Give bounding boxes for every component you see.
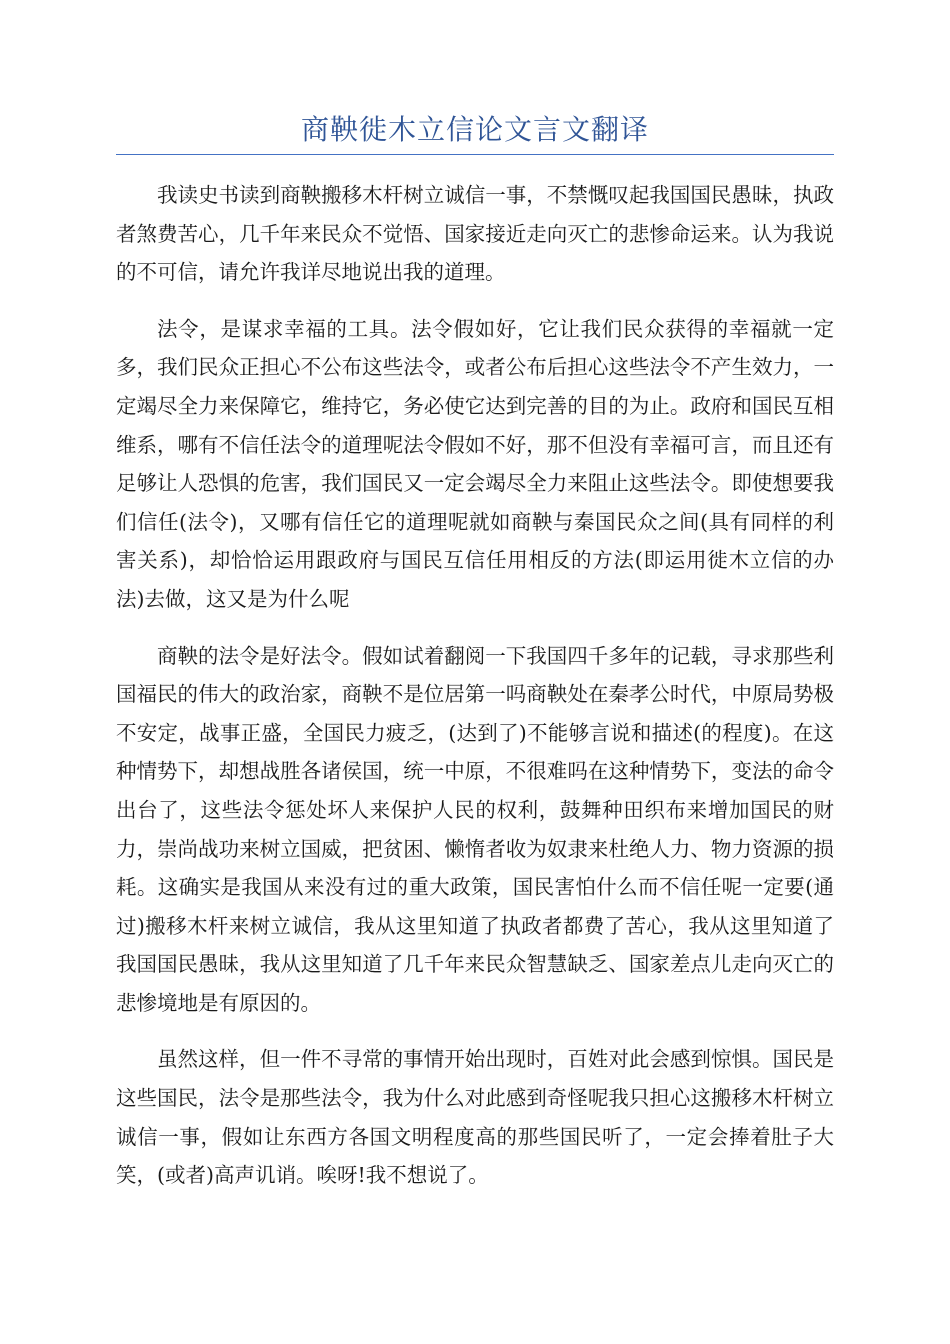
document-body [116, 176, 834, 1213]
paragraph-2: 法令，是谋求幸福的工具。法令假如好，它让我们民众获得的幸福就一定多，我们民众正担心不公布这些法令，或者公布后担心这些法令不产生效力，一定竭尽全力来保障它，维持它，务必使它达到完善的目的为止。政府和国民互相维系，哪有不信任法令的道理呢法令假如不好，那不但没有幸福可言，而且还有足够让人恐惧的危害，我们国民又一定会竭尽全力来阻止这些法令。即使想要我们信任(法令)，又哪有信任它的道理呢就如商鞅与秦国民众之间(具有同样的利害关系)，却恰恰运用跟政府与国民互信任用相反的方法(即运用徙木立信的办法)去做，这又是为什么呢 [116, 316, 834, 611]
title-underline [116, 154, 834, 155]
paragraph-4: 虽然这样，但一件不寻常的事情开始出现时，百姓对此会感到惊惧。国民是这些国民，法令是那些法令，我为什么对此感到奇怪呢我只担心这搬移木杆树立诚信一事，假如让东西方各国文明程度高的那些国民听了，一定会捧着肚子大笑，(或者)高声讥诮。唉呀!我不想说了。 [116, 1047, 834, 1188]
paragraph-1: 我读史书读到商鞅搬移木杆树立诚信一事，不禁慨叹起我国国民愚昧，执政者煞费苦心，几千年来民众不觉悟、国家接近走向灭亡的悲惨命运来。认为我说的不可信，请允许我详尽地说出我的道理。 [116, 183, 834, 285]
document-title: 商鞅徙木立信论文言文翻译 [300, 113, 649, 146]
paragraph-3: 商鞅的法令是好法令。假如试着翻阅一下我国四千多年的记载，寻求那些利国福民的伟大的政治家，商鞅不是位居第一吗商鞅处在秦孝公时代，中原局势极不安定，战事正盛，全国民力疲乏，(达到了)不能够言说和描述(的程度)。在这种情势下，却想战胜各诸侯国，统一中原，不很难吗在这种情势下，变法的命令出台了，这些法令惩处坏人来保护人民的权利，鼓舞种田织布来增加国民的财力，崇尚战功来树立国威，把贫困、懒惰者收为奴隶来杜绝人力、物力资源的损耗。这确实是我国从来没有过的重大政策，国民害怕什么而不信任呢一定要(通过)搬移木杆来树立诚信，我从这里知道了执政者都费了苦心，我从这里知道了我国国民愚昧，我从这里知道了几千年来民众智慧缺乏、国家差点儿走向灭亡的悲惨境地是有原因的。 [116, 643, 834, 1015]
